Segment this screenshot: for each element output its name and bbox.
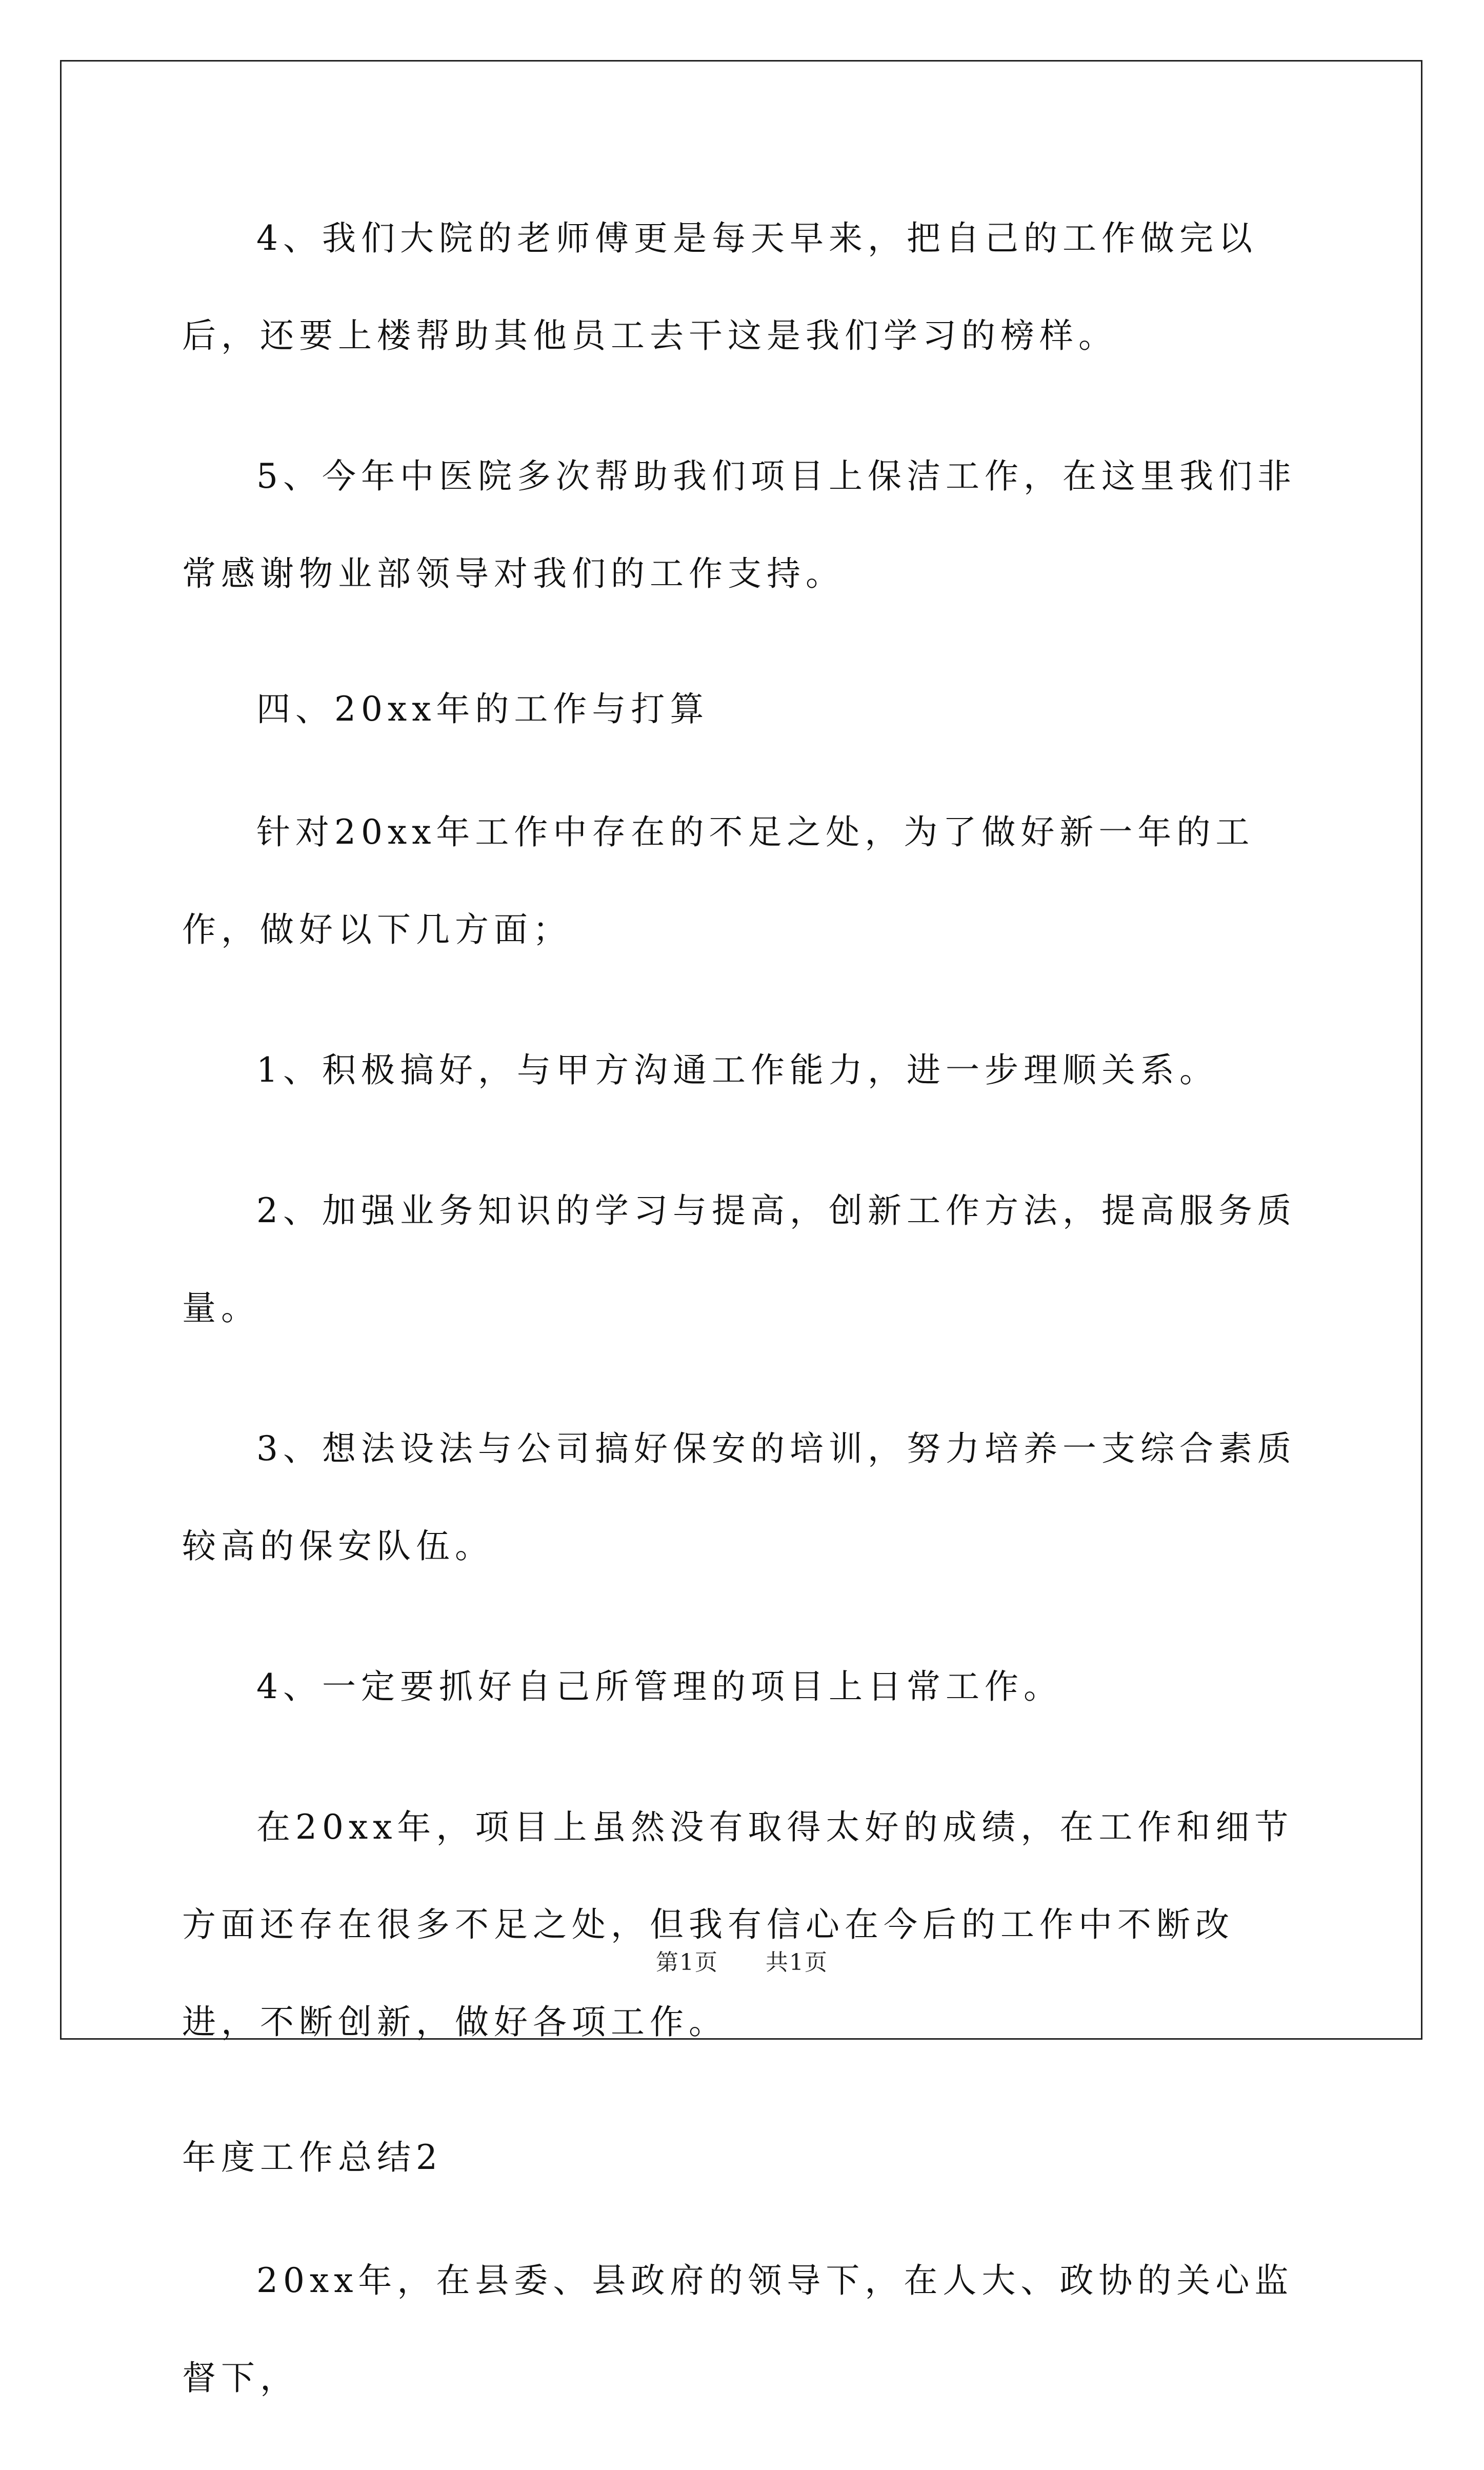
section-heading-plan: 四、20xx年的工作与打算 bbox=[256, 689, 709, 729]
page-number-current: 第1页 bbox=[656, 1949, 718, 1976]
paragraph-plan-4: 4、一定要抓好自己所管理的项目上日常工作。 bbox=[256, 1667, 1062, 1706]
section-title-summary-2: 年度工作总结2 bbox=[182, 2138, 443, 2177]
paragraph-plan-1: 1、积极搞好，与甲方沟通工作能力，进一步理顺关系。 bbox=[256, 1050, 1218, 1090]
paragraph-item-4-master: 4、我们大院的老师傅更是每天早来，把自己的工作做完以后，还要上楼帮助其他员工去干这是我们学习的榜样。 bbox=[182, 218, 1257, 355]
paragraph-item-5-hospital: 5、今年中医院多次帮助我们项目上保洁工作，在这里我们非常感谢物业部领导对我们的工作支持。 bbox=[182, 456, 1296, 593]
paragraph-plan-3: 3、想法设法与公司搞好保安的培训，努力培养一支综合素质较高的保安队伍。 bbox=[182, 1429, 1296, 1566]
paragraph-summary-2-opening: 20xx年，在县委、县政府的领导下，在人大、政协的关心监督下， bbox=[182, 2261, 1294, 2398]
page-footer bbox=[0, 1944, 1484, 1977]
paragraph-plan-intro: 针对20xx年工作中存在的不足之处，为了做好新一年的工作，做好以下几方面； bbox=[182, 812, 1255, 949]
paragraph-conclusion: 在20xx年，项目上虽然没有取得太好的成绩，在工作和细节方面还存在很多不足之处，但我有信心在今后的工作中不断改进，不断创新，做好各项工作。 bbox=[182, 1807, 1294, 2042]
page-number-total: 共1页 bbox=[766, 1949, 828, 1976]
paragraph-plan-2: 2、加强业务知识的学习与提高，创新工作方法，提高服务质量。 bbox=[182, 1191, 1296, 1328]
document-body bbox=[182, 190, 1310, 2470]
